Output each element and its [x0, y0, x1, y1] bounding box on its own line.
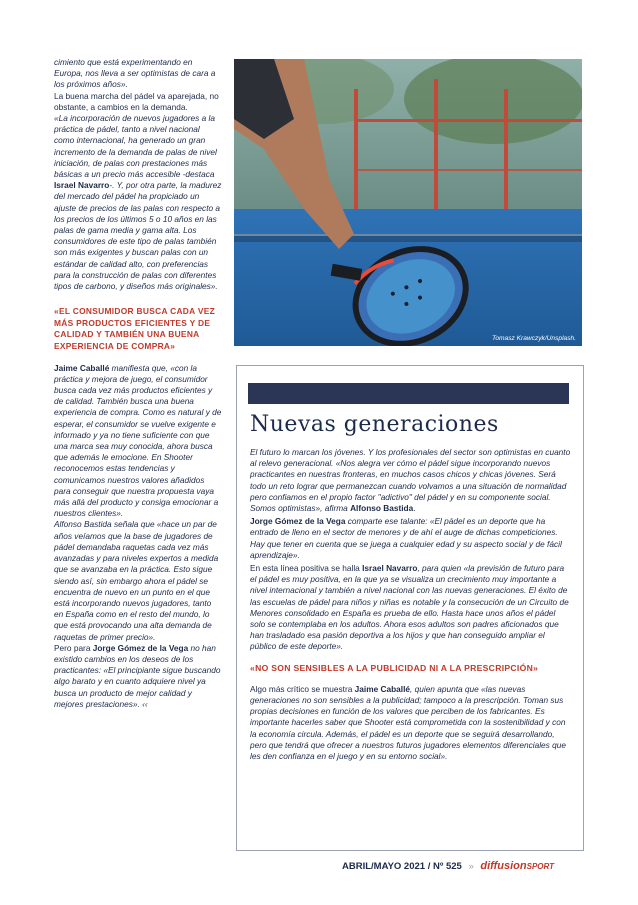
publication-logo — [480, 860, 554, 872]
paragraph — [54, 643, 222, 710]
text: Algo más crítico se muestra — [250, 683, 355, 694]
paragraph: cimiento que está experimentando en Europa, nos lleva a ser optimistas de cara a los próximos años». — [54, 57, 216, 90]
sidebar-box — [236, 365, 584, 851]
photo-credit: Tomasz Krawczyk/Unsplash. — [491, 335, 576, 342]
paragraph — [54, 363, 222, 520]
page-footer — [342, 860, 582, 872]
paragraph — [250, 563, 572, 653]
text: El futuro lo marcan los jóvenes. Y los profesionales del sector son optimistas en cuanto al relevo generacional. «Nos alegra ver cómo el pádel sigue incorporando nuevos practicantes en nuestras fronteras, en muchos casos chicos y chicas jóvenes. Será todo un reto lograr que permanezcan cuando volvamos a una situación de normalidad pero confiamos en el propio factor "adictivo" del pádel y en su componente social. Somos optimistas», afirma — [250, 447, 571, 514]
text: , quien apunta que «las nuevas generaciones no son sensibles a la publicidad; tampoco a la prescripción. Toman sus propias decisiones en función de los valores que perciben de los fabricantes. Es importante hacerles saber que Shooter está comprometida con la sostenibilidad y con la economía circula. Además, el pádel es un deporte que se seguirá desarrollando, pero que tendrá que ofrecer a nuestros futuros jugadores elementos diferenciales que les den confianza en el juego y en su entorno social». — [250, 683, 566, 762]
issue-label: ABRIL/MAYO 2021 / Nº 525 — [342, 861, 462, 872]
box-title: Nuevas generaciones — [250, 412, 499, 437]
paragraph — [250, 447, 572, 514]
person-name: Alfonso Bastida — [350, 503, 414, 514]
person-name: Israel Navarro — [362, 563, 418, 574]
text: «La incorporación de nuevos jugadores a la práctica de pádel, tanto a nivel nacional como internacional, ha generado un gran incremento de la demanda de palas de nivel iniciación, de palas con prestaciones más básicas a un precio más accesible -destaca — [54, 113, 217, 180]
text: , para quien «la previsión de futuro para el pádel es muy positiva, en la que ya se visualiza un crecimiento muy importante a nivel internacional y también a nivel nacional con las nuevas generaciones. El éxito de las escuelas de pádel para niños y niñas es notable y la consecución de un Circuito de Menores consolidado en España es prueba de ello. Hasta hace unos años el pádel solo se contemplaba en los adultos. Ahora esos adultos son padres aficionados que han trasladado esa pasión deportiva a los hijos y que han conseguido ampliar el público de este deporte». — [250, 563, 569, 652]
left-article-column — [54, 57, 222, 710]
header-bar — [248, 383, 569, 404]
text: En esta línea positiva se halla — [250, 563, 363, 574]
text: manifiesta que, «con la práctica y mejora de juego, el consumidor busca cada vez más productos eficientes y de calidad. También busca una buena experiencia de compra. Como es natural y de esperar, el consumidor se vuelve exigente e informado y ya no tiene suficiente con que una marca sea muy conocida, ahora busca que además le emocione. En Shooter reconocemos estas tendencias y comunicamos nuestros valores añadidos para conseguir que nuestra propuesta vaya más allá del producto y consiga emocionar a nuestros clientes». — [54, 362, 222, 519]
paragraph — [54, 113, 222, 292]
person-name: Jaime Caballé — [354, 683, 411, 694]
pull-quote: «EL CONSUMIDOR BUSCA CADA VEZ MÁS PRODUCTOS EFICIENTES Y DE CALIDAD Y TAMBIÉN UNA BUENA EXPERIENCIA DE COMPRA» — [54, 306, 216, 352]
text: comparte ese talante: «El pádel es un deporte que ha entrado de lleno en el sector de menores y de ahí el auge de dichas competiciones. Hay que tener en cuenta que se juega a cualquier edad y su aspecto social y de fácil aprendizaje». — [250, 516, 562, 560]
box-body — [250, 447, 572, 764]
text: Pero para — [54, 642, 93, 653]
person-name: Jorge Gómez de la Vega — [250, 516, 346, 527]
person-name: Jaime Caballé — [54, 362, 110, 373]
padel-photo — [234, 59, 582, 346]
pull-quote: «NO SON SENSIBLES A LA PUBLICIDAD NI A LA PRESCRIPCIÓN» — [250, 662, 539, 673]
person-name: Jorge Gómez de la Vega — [92, 642, 189, 653]
paragraph — [250, 684, 572, 762]
padel-player-illustration — [234, 59, 582, 346]
paragraph — [250, 516, 572, 561]
text: . — [413, 503, 416, 514]
text: -. Y, por otra parte, la madurez del mercado del pádel ha propiciado un ajuste de precios de las palas con respecto a los precios de los últimos 5 o 10 años en las palas de gama media y gama alta. Los consumidores de este tipo de palas también son más exigentes y buscan palas con un estándar de calidad alto, con preferencias para la construcción de palas con diferentes tipos de carbono, y diseños más originales». — [54, 180, 222, 292]
person-name: Israel Navarro — [54, 180, 110, 191]
logo-text-sport: SPORT — [526, 862, 555, 871]
paragraph: La buena marcha del pádel va aparejada, no obstante, a cambios en la demanda. — [54, 90, 219, 112]
text: no han existido cambios en los deseos de los practicantes: «El principiante sigue buscando algo barato y en cuanto adquiere nivel ya busca un producto de mejor calidad y mejores prestaciones». ‹‹ — [54, 642, 221, 709]
logo-text: diffusion — [480, 860, 527, 872]
double-arrow-icon: » — [468, 861, 474, 872]
paragraph: Alfonso Bastida señala que «hace un par de años veíamos que la base de jugadores de pádel demandaba raquetas cada vez más avanzadas y para niveles expertos a medida que se avanzaba en la práctica. Esto sigue siendo así, sin embargo ahora el pádel se encuentra de nuevo en un punto en el que está incorporando nuevos jugadores, tanto en España como en el resto del mundo, lo que está provocando una alta demanda de raquetas de primer precio». — [54, 519, 219, 642]
